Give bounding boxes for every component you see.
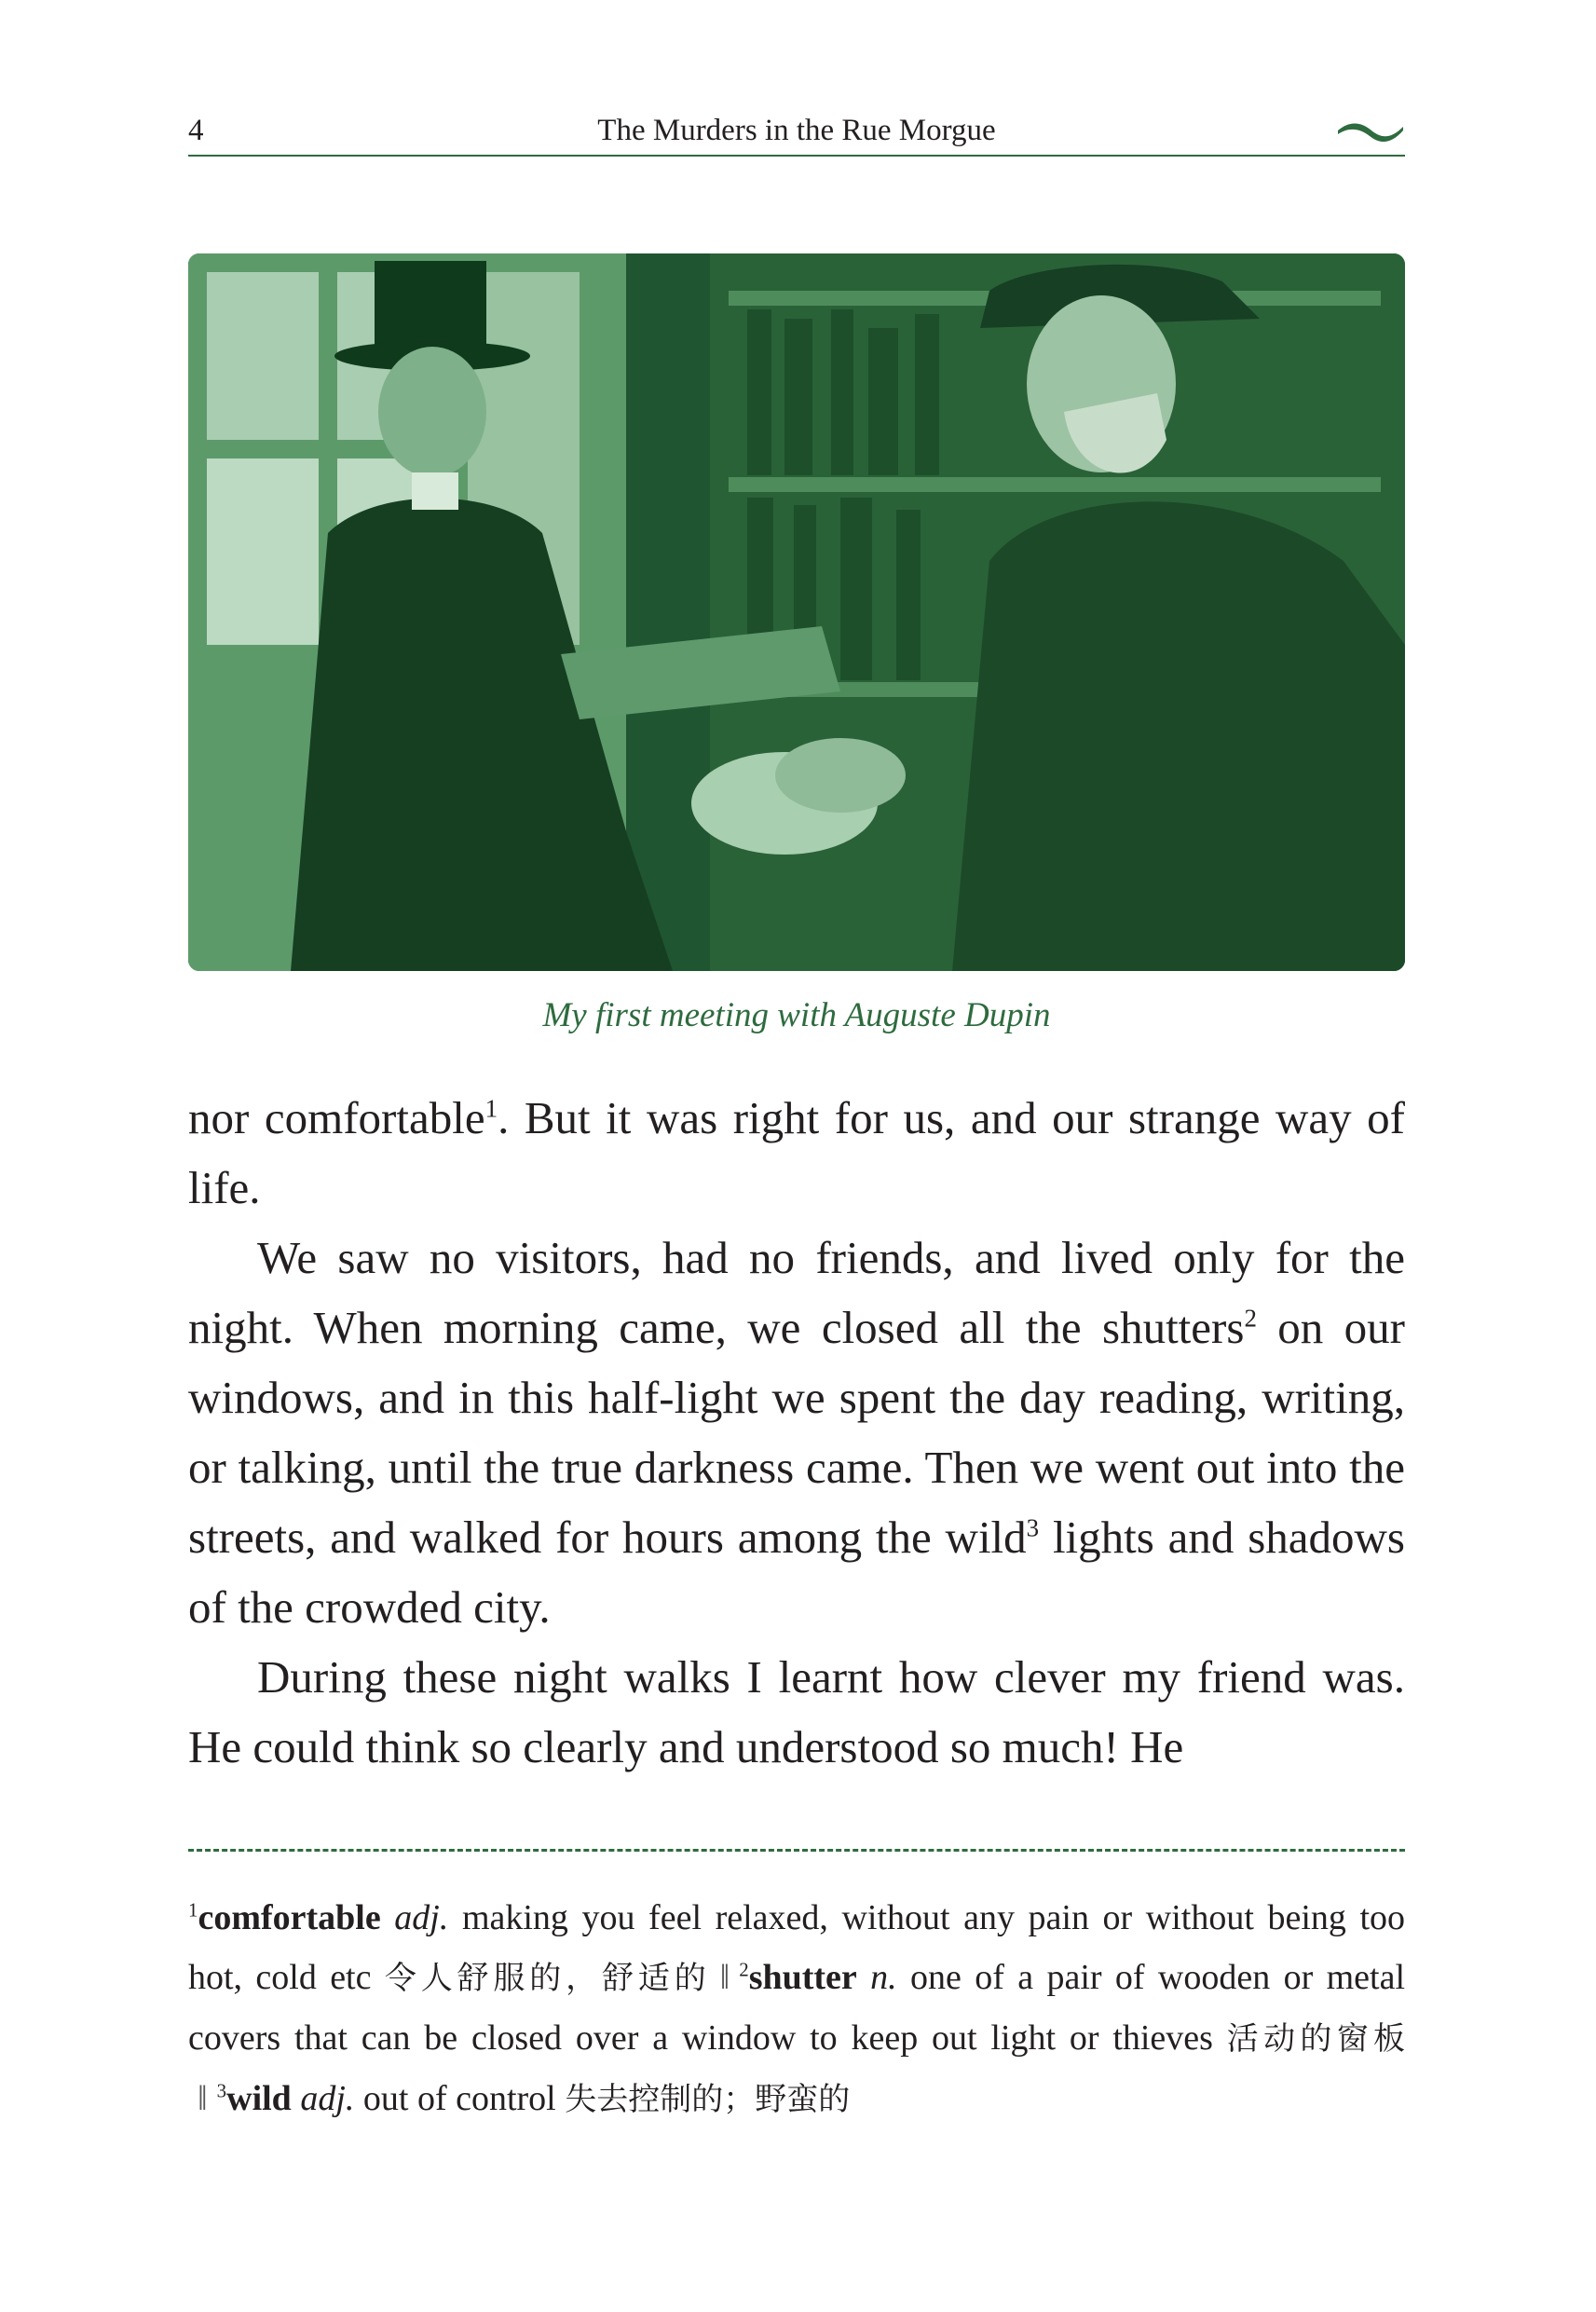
running-title: The Murders in the Rue Morgue (597, 114, 996, 147)
footnote-1-definition: making you feel relaxed, without any pain or without being too hot, cold etc (188, 1898, 1406, 1997)
footnote-separator-1: ‖ (719, 1958, 730, 1997)
body-text (188, 1083, 1405, 1782)
footnote-2-word: shutter (748, 1958, 857, 1997)
footnote-1-number: 1 (188, 1898, 198, 1922)
footnote-2-definition: one of a pair of wooden or metal covers that can be closed over a window to keep out light or thieves (188, 1958, 1405, 2058)
paragraph-1-text-b: . But it was right for us, and our strange way of life. (188, 1092, 1405, 1213)
footnote-3-word: wild (226, 2079, 292, 2118)
illustration-handshake (188, 253, 1405, 971)
decorative-swash-icon (1336, 117, 1405, 145)
footnote-2-translation: 活动的窗板 (1226, 2020, 1406, 2058)
footnote-3-definition: out of control (362, 2079, 556, 2118)
footnote-3-pos: adj. (300, 2079, 355, 2118)
footnote-3-number: 3 (216, 2079, 227, 2102)
footnote-1-pos: adj. (394, 1898, 449, 1937)
paragraph-3: During these night walks I learnt how clever my friend was. He could think so clearly and understood so much! He (188, 1651, 1405, 1772)
footnote-divider (188, 1849, 1405, 1852)
page-number: 4 (188, 114, 204, 147)
footnotes (188, 1888, 1405, 2129)
footnote-1-word: comfortable (198, 1898, 381, 1937)
paragraph-2 (188, 1223, 1405, 1642)
paragraph-2-text-a: We saw no visitors, had no friends, and lived only for the night. When morning came, we closed all the shutters (188, 1232, 1405, 1353)
paragraph-2-text-b: on our windows, and in this half-light we spent the day reading, writing, or talking, until the true darkness came. Then we went out into the streets, and walked for hours among the wild (188, 1302, 1405, 1563)
footnote-2-pos: n. (870, 1958, 897, 1997)
footnote-1-translation: 令人舒服的，舒适的 (384, 1960, 711, 1997)
illustration-caption: My first meeting with Auguste Dupin (542, 996, 1051, 1034)
paragraph-1-text-a: nor comfortable (188, 1092, 485, 1143)
footnote-ref-1: 1 (484, 1094, 498, 1123)
footnote-2-number: 2 (739, 1958, 749, 1981)
page-header (188, 110, 1405, 157)
footnote-ref-2: 2 (1244, 1304, 1257, 1333)
footnote-3-translation: 失去控制的；野蛮的 (565, 2081, 851, 2118)
paragraph-2-text-c: lights and shadows of the crowded city. (188, 1512, 1405, 1633)
footnote-ref-3: 3 (1026, 1513, 1040, 1542)
paragraph-1 (188, 1083, 1405, 1223)
footnote-separator-2: ‖ (198, 2079, 208, 2118)
illustration-image (188, 253, 1405, 971)
